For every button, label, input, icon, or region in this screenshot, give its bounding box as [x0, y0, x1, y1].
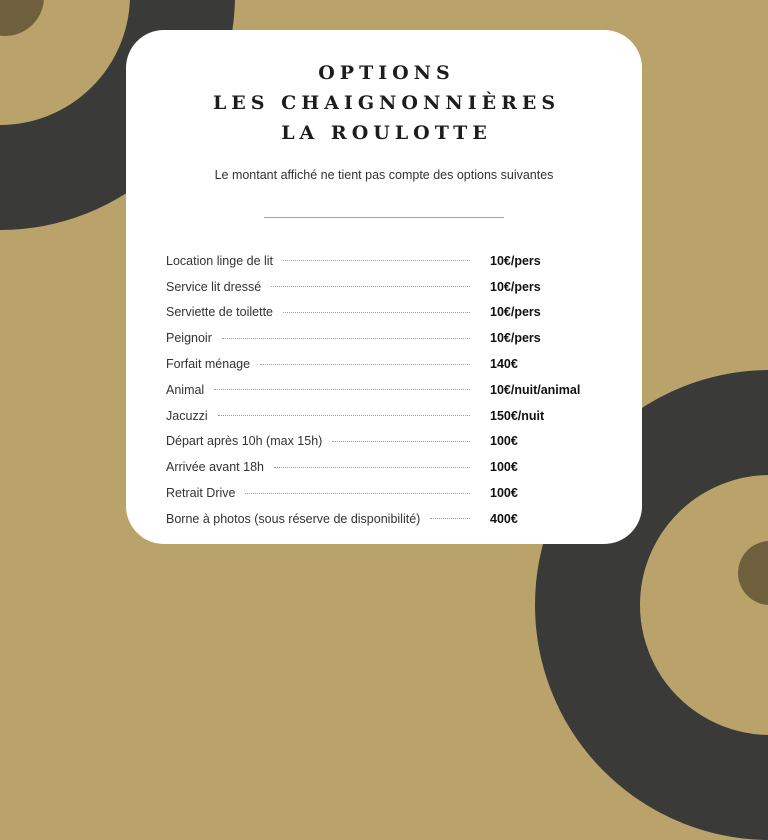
dot-leader — [332, 441, 470, 442]
option-name: Animal — [166, 382, 205, 397]
title-line: OPTIONS — [318, 62, 455, 84]
option-name: Peignoir — [166, 331, 212, 346]
dot-leader — [274, 467, 470, 468]
option-name: Arrivée avant 18h — [166, 460, 264, 475]
dot-leader — [260, 364, 470, 365]
option-price: 400€ — [490, 511, 518, 526]
option-price: 150€/nuit — [490, 408, 545, 423]
dot-leader — [283, 312, 470, 313]
dot-leader — [271, 286, 470, 287]
list-item — [166, 506, 616, 532]
option-price: 100€ — [490, 434, 518, 449]
option-price: 10€/pers — [490, 331, 541, 346]
list-item — [166, 248, 616, 274]
option-price: 140€ — [490, 357, 518, 372]
option-name: Serviette de toilette — [166, 305, 274, 320]
option-name: Jacuzzi — [166, 408, 208, 423]
subtitle: Le montant affiché ne tient pas compte des options suivantes — [214, 168, 554, 182]
title-line: LA ROULOTTE — [281, 122, 492, 144]
option-price: 10€/pers — [490, 305, 541, 320]
dot-leader — [430, 518, 470, 519]
list-item — [166, 480, 616, 506]
option-name: Retrait Drive — [166, 486, 236, 501]
option-price: 100€ — [490, 486, 518, 501]
option-name: Service lit dressé — [166, 279, 262, 294]
options-card — [126, 30, 642, 544]
option-price: 100€ — [490, 460, 518, 475]
page-title — [126, 58, 642, 148]
list-item — [166, 351, 616, 377]
list-item — [166, 377, 616, 403]
list-item — [166, 403, 616, 429]
title-line: LES CHAIGNONNIÈRES — [212, 92, 561, 114]
list-item — [166, 454, 616, 480]
option-name: Borne à photos (sous réserve de disponibilité) — [166, 511, 421, 526]
list-item — [166, 325, 616, 351]
dot-leader — [283, 260, 470, 261]
dot-leader — [214, 389, 470, 390]
option-price: 10€/nuit/animal — [490, 382, 581, 397]
dot-leader — [218, 415, 470, 416]
dot-leader — [222, 338, 470, 339]
option-name: Départ après 10h (max 15h) — [166, 434, 323, 449]
dot-leader — [245, 493, 470, 494]
option-price: 10€/pers — [490, 279, 541, 294]
options-list — [166, 248, 616, 532]
option-name: Location linge de lit — [166, 253, 274, 268]
option-price: 10€/pers — [490, 253, 541, 268]
list-item — [166, 274, 616, 300]
list-item — [166, 300, 616, 326]
option-name: Forfait ménage — [166, 357, 251, 372]
list-item — [166, 429, 616, 455]
divider — [264, 217, 504, 218]
